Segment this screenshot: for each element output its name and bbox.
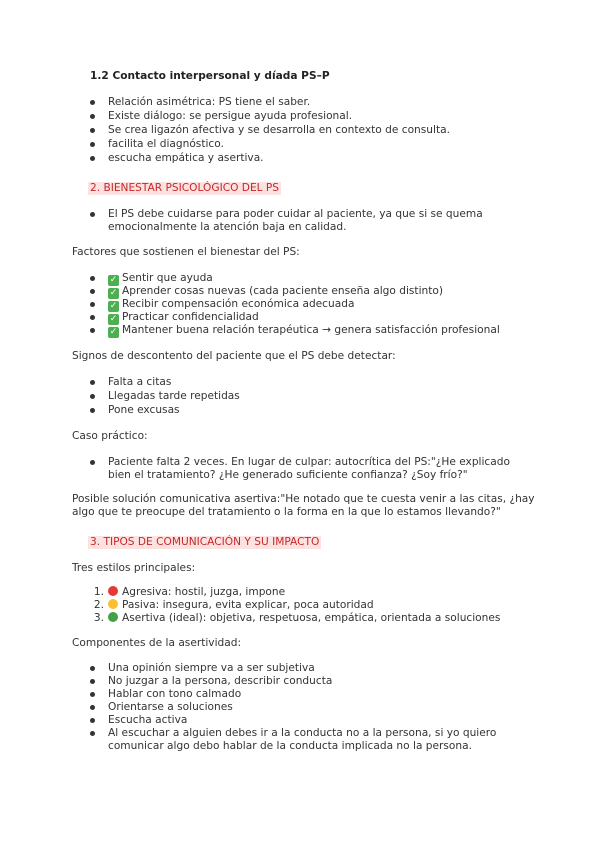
check-icon: ✓ — [109, 288, 118, 298]
bullet-icon — [90, 100, 95, 105]
bullet-icon — [90, 731, 95, 736]
style-text: Agresiva: hostil, juzga, impone — [122, 586, 286, 598]
factor-text: Sentir que ayuda — [122, 272, 213, 284]
bullet-icon — [90, 692, 95, 697]
subsection-heading: 1.2 Contacto interpersonal y díada PS–P — [90, 70, 330, 82]
section-title-comunicacion: 3. TIPOS DE COMUNICACIÓN Y SU IMPACTO — [90, 536, 320, 548]
bullet-icon — [90, 289, 95, 294]
list-item-line: bien el tratamiento? ¿He generado suficiente confianza? ¿Soy frío?" — [108, 469, 468, 481]
red-circle-icon — [108, 586, 118, 596]
bullet-icon — [90, 142, 95, 147]
style-text: Pasiva: insegura, evita explicar, poca autoridad — [122, 599, 374, 611]
list-item: Una opinión siempre va a ser subjetiva — [108, 662, 315, 674]
yellow-circle-icon — [108, 599, 118, 609]
list-item — [108, 298, 354, 312]
section-title-bienestar: 2. BIENESTAR PSICOLÓGICO DEL PS — [90, 182, 280, 194]
list-item: facilita el diagnóstico. — [108, 138, 224, 150]
bullet-icon — [90, 302, 95, 307]
check-icon: ✓ — [109, 314, 118, 324]
bullet-icon — [90, 128, 95, 133]
bullet-icon — [90, 315, 95, 320]
bullet-icon — [90, 394, 95, 399]
factor-text: Mantener buena relación terapéutica → genera satisfacción profesional — [122, 324, 500, 336]
bullet-icon — [90, 718, 95, 723]
list-item: Hablar con tono calmado — [108, 688, 242, 700]
numbered-item — [108, 586, 285, 599]
list-item: Pone excusas — [108, 404, 180, 416]
bullet-icon — [90, 114, 95, 119]
bullet-icon — [90, 328, 95, 333]
list-item — [108, 285, 443, 299]
signs-label: Signos de descontento del paciente que el PS debe detectar: — [72, 350, 396, 362]
bullet-icon — [90, 380, 95, 385]
list-item: Existe diálogo: se persigue ayuda profesional. — [108, 110, 353, 122]
list-item: Orientarse a soluciones — [108, 701, 233, 713]
styles-label: Tres estilos principales: — [72, 562, 196, 574]
factor-text: Recibir compensación económica adecuada — [122, 298, 355, 310]
numbered-item — [108, 599, 374, 612]
list-item: Llegadas tarde repetidas — [108, 390, 240, 402]
bullet-icon — [90, 679, 95, 684]
list-item: Falta a citas — [108, 376, 172, 388]
list-number: 3. — [93, 612, 104, 624]
list-item-line: Al escuchar a alguien debes ir a la conducta no a la persona, si yo quiero — [108, 727, 497, 739]
bullet-icon — [90, 276, 95, 281]
case-label: Caso práctico: — [72, 430, 148, 442]
style-text: Asertiva (ideal): objetiva, respetuosa, empática, orientada a soluciones — [122, 612, 501, 624]
list-item: Escucha activa — [108, 714, 188, 726]
list-item-line: Paciente falta 2 veces. En lugar de culpar: autocrítica del PS:"¿He explicado — [108, 456, 510, 468]
bullet-icon — [90, 705, 95, 710]
factors-label: Factores que sostienen el bienestar del PS: — [72, 246, 300, 258]
list-item: Relación asimétrica: PS tiene el saber. — [108, 96, 311, 108]
solution-line: algo que te preocupe del tratamiento o la forma en la que lo estamos llevando?" — [72, 506, 501, 518]
numbered-item — [108, 612, 500, 625]
components-label: Componentes de la asertividad: — [72, 637, 242, 649]
list-number: 1. — [93, 586, 104, 598]
bullet-icon — [90, 666, 95, 671]
solution-line: Posible solución comunicativa asertiva:"He notado que te cuesta venir a las citas, ¿hay — [72, 493, 535, 505]
green-circle-icon — [108, 612, 118, 622]
check-icon: ✓ — [109, 327, 118, 337]
bullet-icon — [90, 408, 95, 413]
bullet-icon — [90, 460, 95, 465]
list-item-line: comunicar algo debo hablar de la conducta implicada no la persona. — [108, 740, 472, 752]
list-item: escucha empática y asertiva. — [108, 152, 264, 164]
list-item — [108, 272, 213, 286]
bullet-icon — [90, 212, 95, 217]
bullet-icon — [90, 156, 95, 161]
list-item-line: El PS debe cuidarse para poder cuidar al paciente, ya que si se quema — [108, 208, 483, 220]
list-item — [108, 324, 500, 338]
list-item — [108, 311, 259, 325]
list-item: Se crea ligazón afectiva y se desarrolla en contexto de consulta. — [108, 124, 450, 136]
list-item: No juzgar a la persona, describir conducta — [108, 675, 333, 687]
factor-text: Aprender cosas nuevas (cada paciente enseña algo distinto) — [122, 285, 443, 297]
list-item-line: emocionalmente la atención baja en calidad. — [108, 221, 347, 233]
factor-text: Practicar confidencialidad — [122, 311, 259, 323]
check-icon: ✓ — [109, 275, 118, 285]
list-number: 2. — [93, 599, 104, 611]
check-icon: ✓ — [109, 301, 118, 311]
